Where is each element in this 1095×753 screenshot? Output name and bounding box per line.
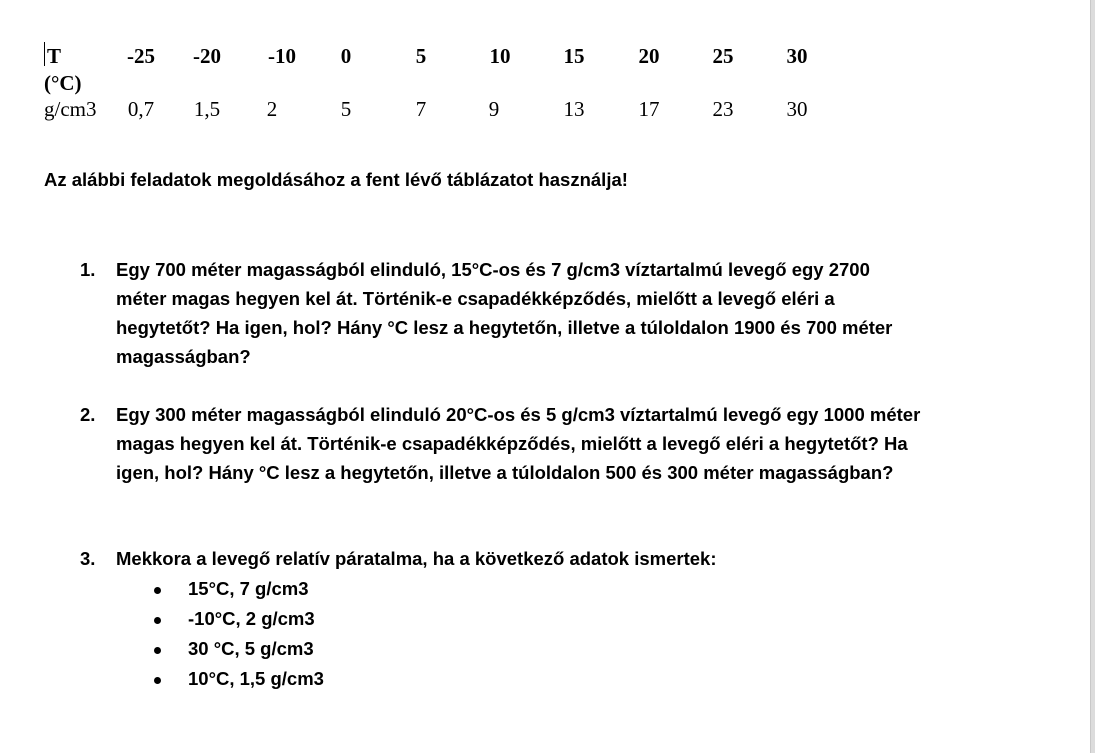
- temperature-cell: 25: [712, 44, 734, 68]
- table-header-unit: (°C): [44, 71, 82, 95]
- water-content-cell: 2: [266, 97, 278, 121]
- water-content-cell: 7: [415, 97, 427, 121]
- temperature-cell: 0: [340, 44, 352, 68]
- temperature-cell: 5: [415, 44, 427, 68]
- temperature-cell: -20: [193, 44, 221, 68]
- bullet-item: 10°C, 1,5 g/cm3: [188, 668, 324, 689]
- table-header-label: T: [47, 44, 62, 68]
- temperature-cell: 20: [638, 44, 660, 68]
- temperature-cell: -25: [127, 44, 155, 68]
- temperature-cell: -10: [268, 44, 296, 68]
- water-content-cell: 30: [786, 97, 808, 121]
- table-row-label: g/cm3: [44, 97, 97, 121]
- task-line: Mekkora a levegő relatív páratalma, ha a következő adatok ismertek:: [116, 548, 717, 569]
- task-line: Egy 700 méter magasságból elinduló, 15°C-os és 7 g/cm3 víztartalmú levegő egy 2700: [116, 259, 870, 280]
- page-edge: [1090, 0, 1095, 753]
- bullet-icon: [154, 617, 161, 624]
- task-line: hegytetőt? Ha igen, hol? Hány °C lesz a hegytetőn, illetve a túloldalon 1900 és 700 méter: [116, 317, 893, 338]
- task-number: 3.: [80, 548, 96, 569]
- water-content-cell: 23: [712, 97, 734, 121]
- bullet-item: -10°C, 2 g/cm3: [188, 608, 315, 629]
- temperature-cell: 30: [786, 44, 808, 68]
- water-content-cell: 1,5: [193, 97, 221, 121]
- task-line: igen, hol? Hány °C lesz a hegytetőn, illetve a túloldalon 500 és 300 méter magasságban?: [116, 462, 894, 483]
- bullet-icon: [154, 647, 161, 654]
- bullet-icon: [154, 677, 161, 684]
- task-line: magas hegyen kel át. Történik-e csapadékképződés, mielőtt a levegő eléri a hegytetőt? Ha: [116, 433, 908, 454]
- task-number: 2.: [80, 404, 96, 425]
- text-cursor: [44, 42, 45, 66]
- bullet-item: 30 °C, 5 g/cm3: [188, 638, 314, 659]
- temperature-cell: 15: [563, 44, 585, 68]
- instruction-text: Az alábbi feladatok megoldásához a fent lévő táblázatot használja!: [44, 169, 628, 190]
- task-line: Egy 300 méter magasságból elinduló 20°C-os és 5 g/cm3 víztartalmú levegő egy 1000 méter: [116, 404, 921, 425]
- water-content-cell: 9: [488, 97, 500, 121]
- water-content-cell: 17: [638, 97, 660, 121]
- water-content-cell: 0,7: [127, 97, 155, 121]
- temperature-cell: 10: [489, 44, 511, 68]
- task-line: magasságban?: [116, 346, 251, 367]
- task-line: méter magas hegyen kel át. Történik-e csapadékképződés, mielőtt a levegő eléri a: [116, 288, 835, 309]
- bullet-item: 15°C, 7 g/cm3: [188, 578, 309, 599]
- water-content-cell: 13: [563, 97, 585, 121]
- water-content-cell: 5: [340, 97, 352, 121]
- task-number: 1.: [80, 259, 96, 280]
- bullet-icon: [154, 587, 161, 594]
